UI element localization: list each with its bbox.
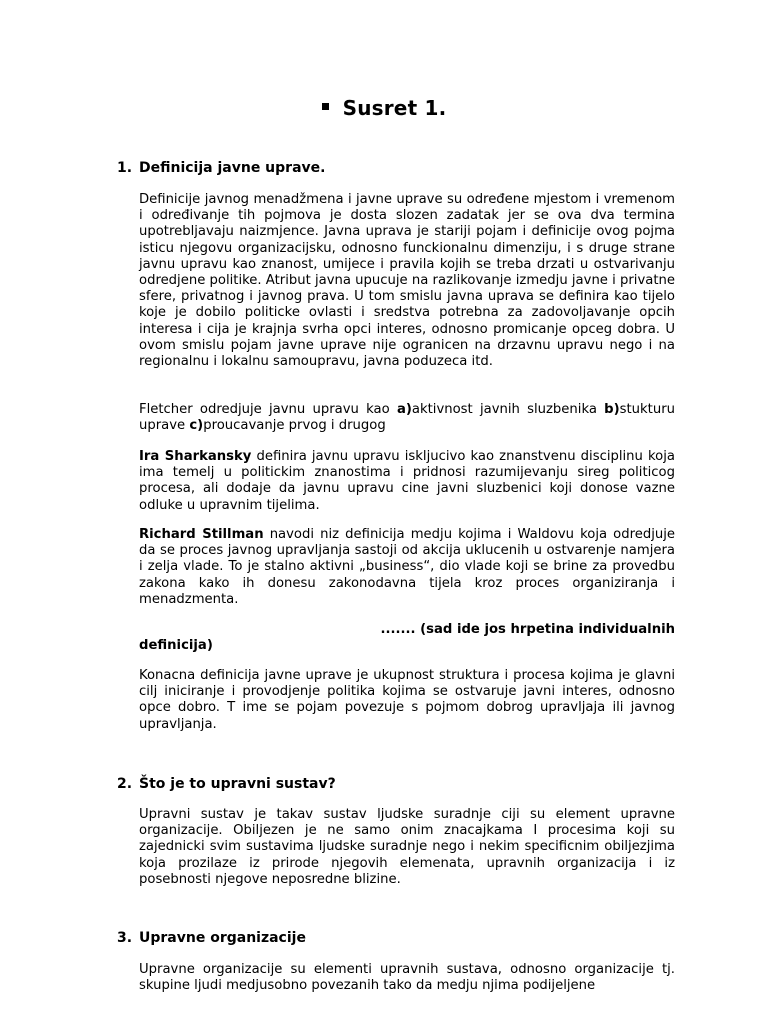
text-run-bold: a) — [396, 402, 412, 417]
ellipsis-note-line-2: definicija) — [139, 638, 213, 653]
text-run: aktivnost javnih sluzbenika — [411, 402, 605, 417]
title-text: Susret 1. — [342, 96, 447, 120]
section-number: 3. — [117, 930, 133, 946]
paragraph: Konacna definicija javne uprave je ukupnost struktura i procesa kojima je glavni cilj iniciranje i provodjenje politika kojima se ostvaruje javni interes, odnosno opce dobro. T ime se pojam povezuje s pojmom dobrog upravljaja ili javnog upravljanja. — [139, 668, 675, 732]
author-name: Ira Sharkansky — [139, 449, 252, 464]
text-run: stukturu uprave — [139, 402, 675, 434]
section-number: 1. — [117, 160, 133, 176]
paragraph: Upravni sustav je takav sustav ljudske suradnje ciji su element upravne organizacije. Obiljezen je ne samo onim znacajkama I procesima koji su zajednicki svim sustavima ljudske suradnje nego i nekim specificnim obiljezjima koja prozilaze iz prirode njegovih elemenata, upravnih organizacija i iz posebnosti njegove neposredne blizine. — [139, 807, 675, 887]
text-run-bold: b) — [604, 402, 620, 417]
paragraph — [139, 402, 675, 434]
author-name: Richard Stillman — [139, 527, 264, 542]
text-run: definira javnu upravu iskljucivo kao znanstvenu disciplinu koja ima temelj u politickim znanostima i pridnosi razumijevanju sireg politicog procesa, ali dodaje da javnu upravu cine javni sluzbenici koji donose vazne odluke u upravnim tijelima. — [139, 449, 675, 513]
text-run-bold: c) — [189, 418, 204, 434]
section-heading-2 — [117, 776, 677, 792]
bullet-icon — [322, 103, 329, 110]
text-run: navodi niz definicija medju kojima i Waldovu koja odredjuje da se proces javnog upravljanja sastoji od akcija uklucenih u ostvarenje namjera i zelja vlade. To je stalno aktivni „business“, dio vlade koji se brine za provedbu zakona kako ih donesu zakonodavna tijela kroz proces organiziranja i menadzmenta. — [139, 527, 675, 607]
page-title — [0, 96, 768, 120]
paragraph — [139, 527, 675, 608]
text-run: proucavanje prvog i drugog — [203, 418, 386, 434]
section-heading-3 — [117, 930, 677, 946]
section-number: 2. — [117, 776, 133, 792]
section-heading-text: Upravne organizacije — [139, 930, 306, 946]
section-heading-1 — [117, 160, 677, 176]
section-heading-text: Što je to upravni sustav? — [139, 776, 336, 792]
paragraph: Definicije javnog menadžmena i javne uprave su određene mjestom i vremenom i određivanje tih pojmova je dosta slozen zadatak jer se ova dva termina upotrebljavaju naizmjence. Javna uprava je stariji pojam i definicije ovog pojma isticu njegovu organizacijsku, odnosno funckionalnu dimenziju, i s druge strane javnu upravu kao znanost, umijece i pravila kojih se treba drzati u ostvarivanju odredjene politike. Atribut javna upucuje na razlikovanje izmedju javne i privatne sfere, privatnog i javnog prava. U tom smislu javna uprava se definira kao tijelo koje je dobilo politicke ovlasti i sredstva potrebna za zadovoljavanje opcih interesa i cija je krajnja svrha opci interes, odnosno promicanje opceg dobra. U ovom smislu pojam javne uprave nije ogranicen na drzavnu upravu nego i na regionalnu i lokalnu samoupravu, javna poduzeca itd. — [139, 192, 675, 370]
paragraph: Upravne organizacije su elementi upravnih sustava, odnosno organizacije tj. skupine ljudi medjusobno povezanih tako da medju njima podijeljene — [139, 962, 675, 994]
paragraph — [139, 449, 675, 514]
ellipsis-note-line-1: ....... (sad ide jos hrpetina individualnih — [380, 622, 675, 637]
section-heading-text: Definicija javne uprave. — [139, 160, 326, 176]
text-run: Fletcher odredjuje javnu upravu kao — [139, 402, 397, 417]
